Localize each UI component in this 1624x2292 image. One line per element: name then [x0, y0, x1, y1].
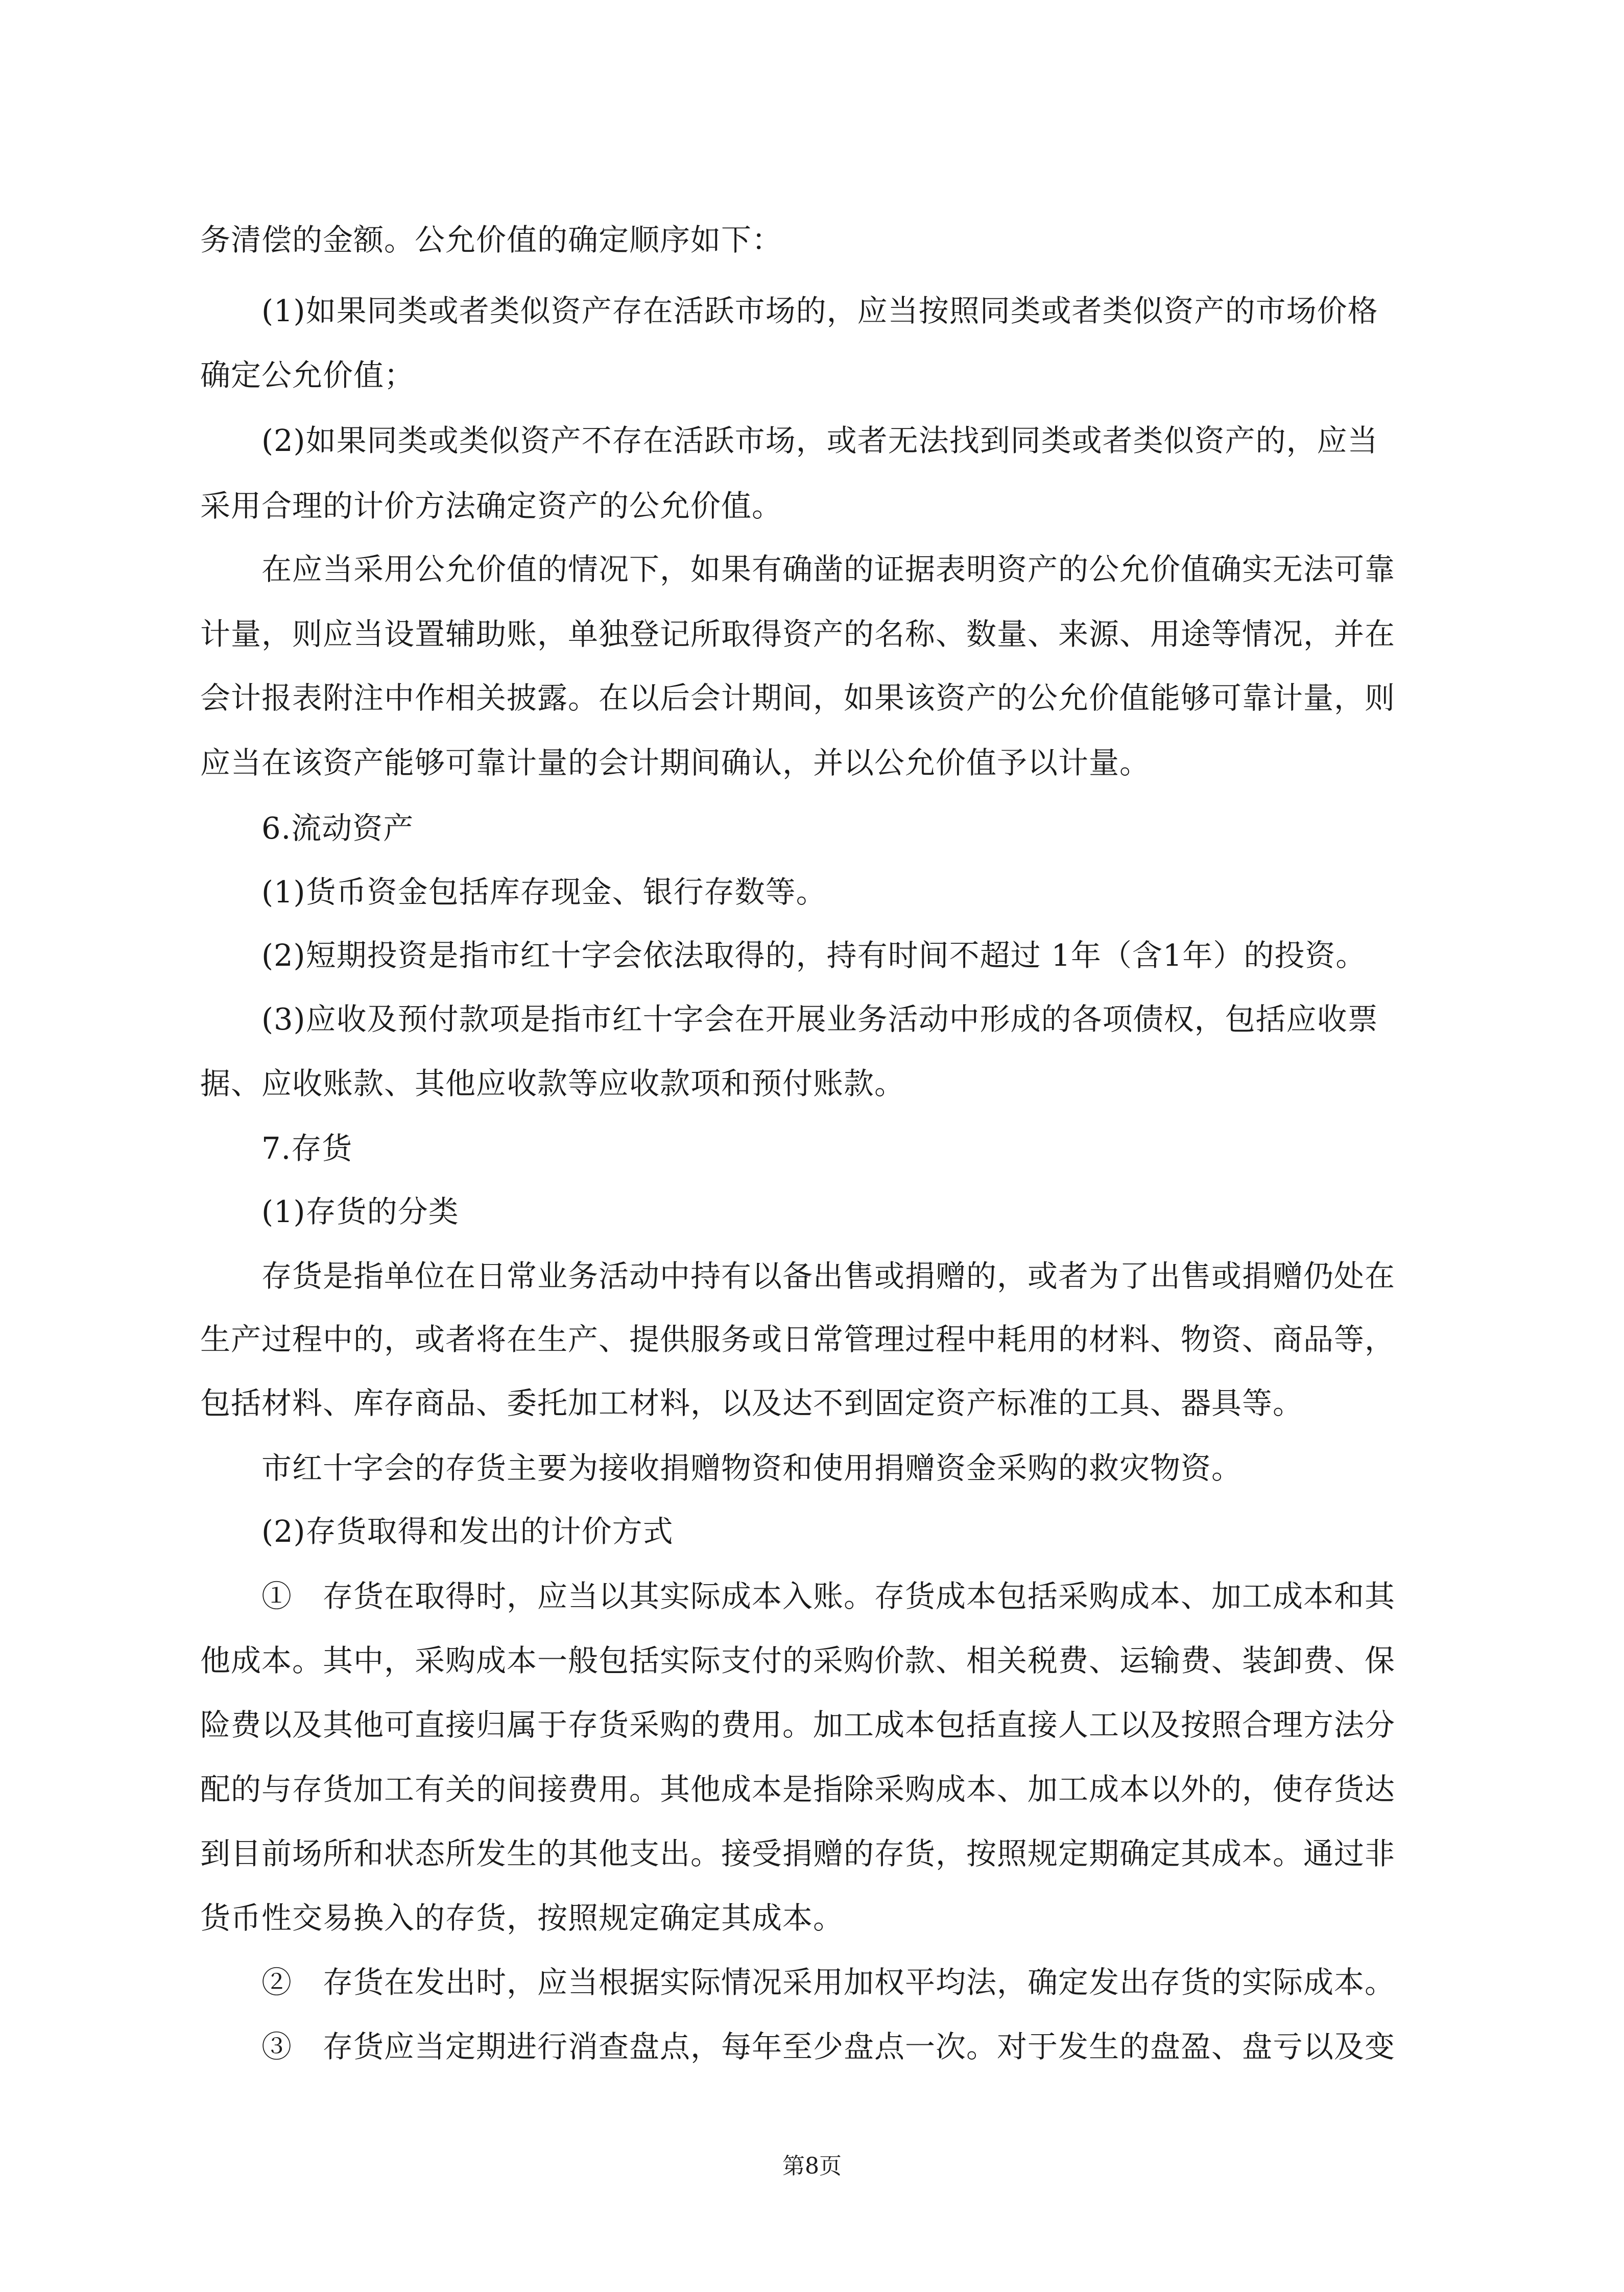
text-line: ② 存货在发出时，应当根据实际情况采用加权平均法，确定发出存货的实际成本。: [261, 1965, 1396, 2000]
text-line: 他成本。其中，采购成本一般包括实际支付的采购价款、相关税费、运输费、装卸费、保: [200, 1643, 1396, 1678]
text-line: 在应当采用公允价值的情况下，如果有确凿的证据表明资产的公允价值确实无法可靠: [261, 552, 1396, 587]
subsection-heading: (2)存货取得和发出的计价方式: [261, 1514, 674, 1549]
text-line: 会计报表附注中作相关披露。在以后会计期间，如果该资产的公允价值能够可靠计量，则: [200, 680, 1396, 715]
section-heading: 6.流动资产: [261, 810, 414, 846]
text-line: (1)如果同类或者类似资产存在活跃市场的，应当按照同类或者类似资产的市场价格: [261, 293, 1378, 328]
text-line: (2)如果同类或类似资产不存在活跃市场，或者无法找到同类或者类似资产的，应当: [261, 423, 1378, 458]
text-line: 配的与存货加工有关的间接费用。其他成本是指除采购成本、加工成本以外的，使存货达: [200, 1772, 1396, 1807]
text-line: 到目前场所和状态所发生的其他支出。接受捐赠的存货，按照规定期确定其成本。通过非: [200, 1836, 1396, 1871]
text-line: 险费以及其他可直接归属于存货采购的费用。加工成本包括直接人工以及按照合理方法分: [200, 1707, 1396, 1742]
text-line: 包括材料、库存商品、委托加工材料，以及达不到固定资产标准的工具、器具等。: [200, 1386, 1304, 1421]
text-line: 确定公允价值；: [200, 357, 415, 393]
subsection-heading: (1)存货的分类: [261, 1194, 459, 1229]
section-heading: 7.存货: [261, 1131, 353, 1166]
text-line: 采用合理的计价方法确定资产的公允价值。: [200, 488, 783, 523]
text-line: (3)应收及预付款项是指市红十字会在开展业务活动中形成的各项债权，包括应收票: [261, 1001, 1378, 1037]
text-line: ① 存货在取得时，应当以其实际成本入账。存货成本包括采购成本、加工成本和其: [261, 1579, 1396, 1614]
text-line: 应当在该资产能够可靠计量的会计期间确认，并以公允价值予以计量。: [200, 745, 1151, 780]
text-line: 存货是指单位在日常业务活动中持有以备出售或捐赠的，或者为了出售或捐赠仍处在: [261, 1258, 1396, 1294]
text-line: (2)短期投资是指市红十字会依法取得的，持有时间不超过 1年（含1年）的投资。: [261, 938, 1367, 973]
text-line: 据、应收账款、其他应收款等应收款项和预付账款。: [200, 1066, 905, 1101]
text-line: 务清偿的金额。公允价值的确定顺序如下：: [200, 222, 783, 257]
text-line: 市红十字会的存货主要为接收捐赠物资和使用捐赠资金采购的救灾物资。: [261, 1450, 1243, 1486]
text-line: 计量，则应当设置辅助账，单独登记所取得资产的名称、数量、来源、用途等情况，并在: [200, 616, 1396, 652]
text-line: 生产过程中的，或者将在生产、提供服务或日常管理过程中耗用的材料、物资、商品等，: [200, 1322, 1396, 1357]
page-number: 第8页: [782, 2153, 842, 2179]
text-line: (1)货币资金包括库存现金、银行存数等。: [261, 874, 827, 910]
text-line: 货币性交易换入的存货，按照规定确定其成本。: [200, 1900, 844, 1936]
text-line: ③ 存货应当定期进行消查盘点，每年至少盘点一次。对于发生的盘盈、盘亏以及变: [261, 2029, 1396, 2064]
